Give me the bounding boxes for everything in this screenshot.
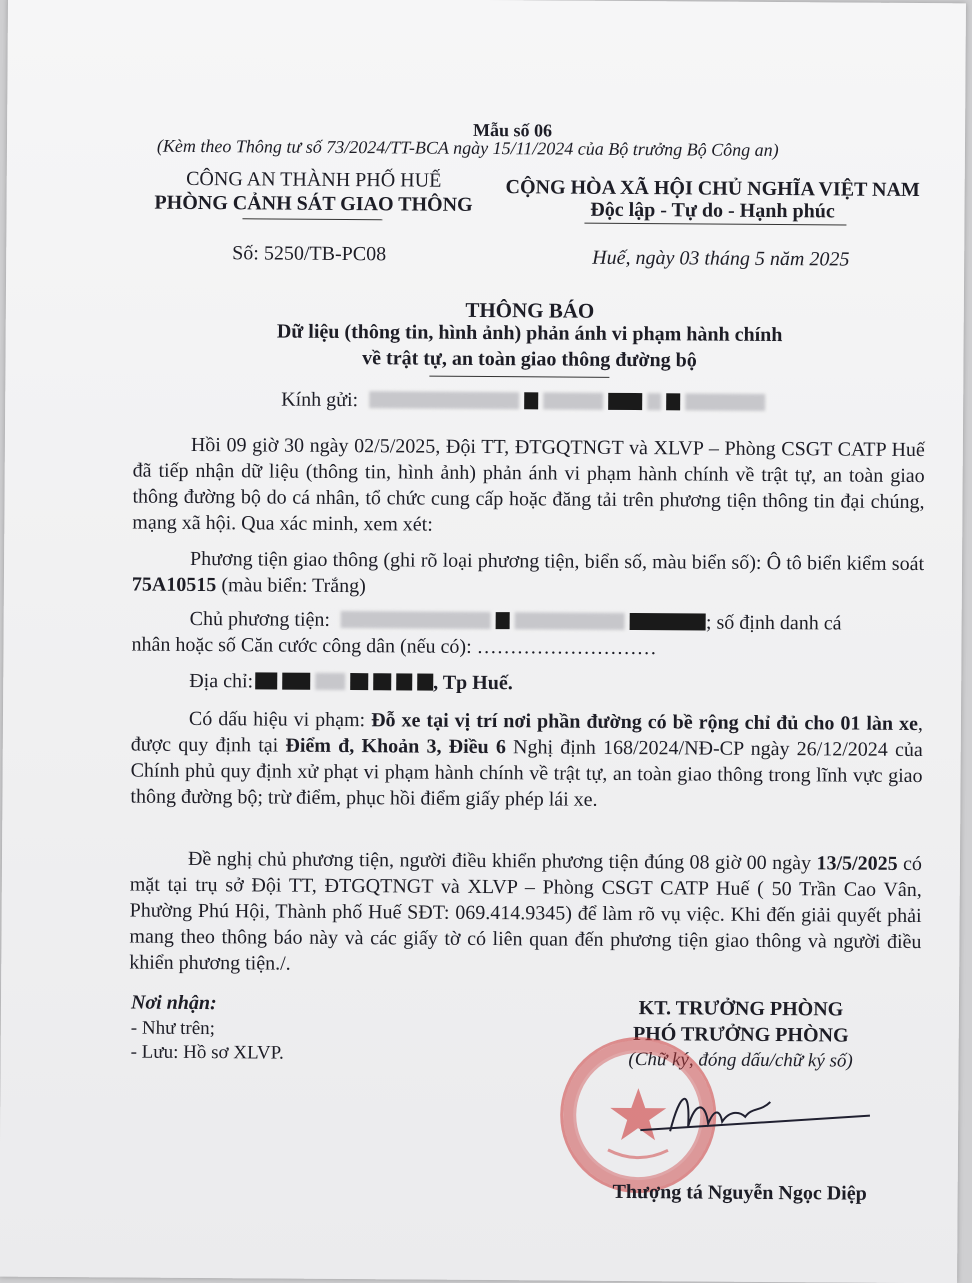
recipients-label: Nơi nhận: (130, 991, 217, 1015)
handwritten-signature (660, 1081, 810, 1142)
redacted-address-6 (396, 673, 412, 690)
owner-line (190, 608, 842, 636)
owner-label: Chủ phương tiện: (189, 607, 331, 631)
form-number: Mẫu số 06 (473, 119, 553, 141)
recipient-line (281, 389, 765, 415)
redacted-recipient-4 (608, 393, 642, 410)
request-lead: Đề nghị chủ phương tiện, người điều khiển phương tiện đúng 08 giờ 00 ngày (187, 847, 817, 875)
form-attached-note: (Kèm theo Thông tư số 73/2024/TT-BCA ngày 15/11/2024 của Bộ trưởng Bộ Công an) (156, 135, 779, 161)
signature-note: (Chữ ký, đóng dấu/chữ ký số) (628, 1049, 853, 1072)
document-number: Số: 5250/TB-PC08 (232, 242, 387, 266)
redacted-owner-3 (515, 612, 625, 630)
request-rest: có mặt tại trụ sở Đội TT, ĐTGQTNGT và XLVP – Phòng CSGT CATP Huế ( 50 Trần Cao Vân, Phường Phú Hội, Thành phố Huế SĐT: 069.414.9345) để làm rõ vụ việc. Khi đến giải quyết phải mang theo thông báo này và các giấy tờ có liên quan đến phương tiện giao thông và người điều khiển phương tiện./. (129, 852, 923, 975)
signer-title-2: PHÓ TRƯỞNG PHÒNG (632, 1023, 849, 1047)
redacted-recipient-2 (524, 392, 538, 409)
redacted-owner-1 (341, 611, 491, 629)
redacted-address-7 (417, 674, 433, 691)
redacted-recipient-1 (369, 391, 519, 409)
redacted-address-4 (350, 673, 368, 690)
redacted-address-1 (255, 672, 277, 689)
redacted-owner-2 (496, 612, 510, 629)
redacted-address-5 (373, 673, 391, 690)
redacted-recipient-3 (543, 392, 603, 409)
agency-parent: CÔNG AN THÀNH PHỐ HUẾ (186, 167, 442, 192)
agency-name: PHÒNG CẢNH SÁT GIAO THÔNG (154, 191, 473, 216)
national-title: CỘNG HÒA XÃ HỘI CHỦ NGHĨA VIỆT NAM (505, 176, 920, 202)
address-label: Địa chỉ: (189, 669, 254, 693)
signer-name: Thượng tá Nguyễn Ngọc Diệp (612, 1180, 867, 1205)
signer-title-1: KT. TRƯỞNG PHÒNG (638, 997, 844, 1021)
agency-underline (242, 218, 382, 220)
paragraph-request (129, 846, 922, 982)
redacted-address-2 (282, 673, 310, 690)
redacted-recipient-6 (666, 393, 680, 410)
violation-clause: Điểm đ, Khoản 3, Điều 6 (285, 734, 506, 759)
place-date: Huế, ngày 03 tháng 5 năm 2025 (592, 246, 850, 271)
violation-description: Đỗ xe tại vị trí nơi phần đường có bề rộng chỉ đủ cho 01 làn xe (371, 709, 919, 736)
violation-rest: Nghị định 168/2024/NĐ-CP ngày 26/12/2024 của Chính phủ quy định xử phạt vi phạm hành chính về trật tự, an toàn giao thông trong lĩnh vực giao thông đường bộ; trừ điểm, phục hồi điểm giấy phép lái xe. (130, 736, 923, 811)
recipient-item: - Như trên; (130, 1017, 216, 1040)
redacted-owner-4 (630, 613, 706, 631)
redacted-recipient-7 (685, 393, 765, 411)
license-plate: 75A10515 (131, 573, 217, 597)
vehicle-label: Phương tiện giao thông (ghi rõ loại phương tiện, biển số, màu biển số): Ô tô biển kiểm soát (190, 547, 925, 576)
paragraph-violation (130, 706, 923, 816)
national-motto: Độc lập - Tự do - Hạnh phúc (590, 198, 835, 223)
plate-color: (màu biển: Trắng) (216, 574, 366, 598)
document-subtitle-1: Dữ liệu (thông tin, hình ảnh) phản ánh vi phạm hành chính (276, 320, 783, 347)
address-tail: , Tp Huế. (433, 671, 513, 695)
paragraph-received: Hồi 09 giờ 30 ngày 02/5/2025, Đội TT, ĐTGQTNGT và XLVP – Phòng CSGT CATP Huế đã tiếp nhận dữ liệu (thông tin, hình ảnh) phản ánh vi phạm hành chính về trật tự, an toàn giao thông đường bộ do cá nhân, tổ chức cung cấp hoặc đăng tải trên phương tiện thông tin đại chúng, mạng xã hội. Qua xác minh, xem xét: (132, 433, 925, 536)
document-subtitle-2: về trật tự, an toàn giao thông đường bộ (362, 347, 697, 372)
paragraph-vehicle (132, 546, 924, 604)
title-underline (429, 376, 609, 378)
owner-tail: ; số định danh cá (705, 611, 842, 635)
violation-mid: , được quy định tại (130, 713, 924, 757)
recipient-item: - Lưu: Hồ sơ XLVP. (130, 1041, 284, 1064)
redacted-address-3 (315, 673, 345, 690)
document-title: THÔNG BÁO (465, 297, 595, 323)
violation-lead: Có dấu hiệu vi phạm: (188, 707, 372, 732)
appointment-date: 13/5/2025 (816, 852, 898, 875)
recipient-label: Kính gửi: (281, 388, 359, 412)
id-number-line: nhân hoặc số Căn cước công dân (nếu có): ……………………… (131, 633, 657, 660)
address-line (189, 670, 513, 695)
redacted-recipient-5 (647, 393, 661, 410)
